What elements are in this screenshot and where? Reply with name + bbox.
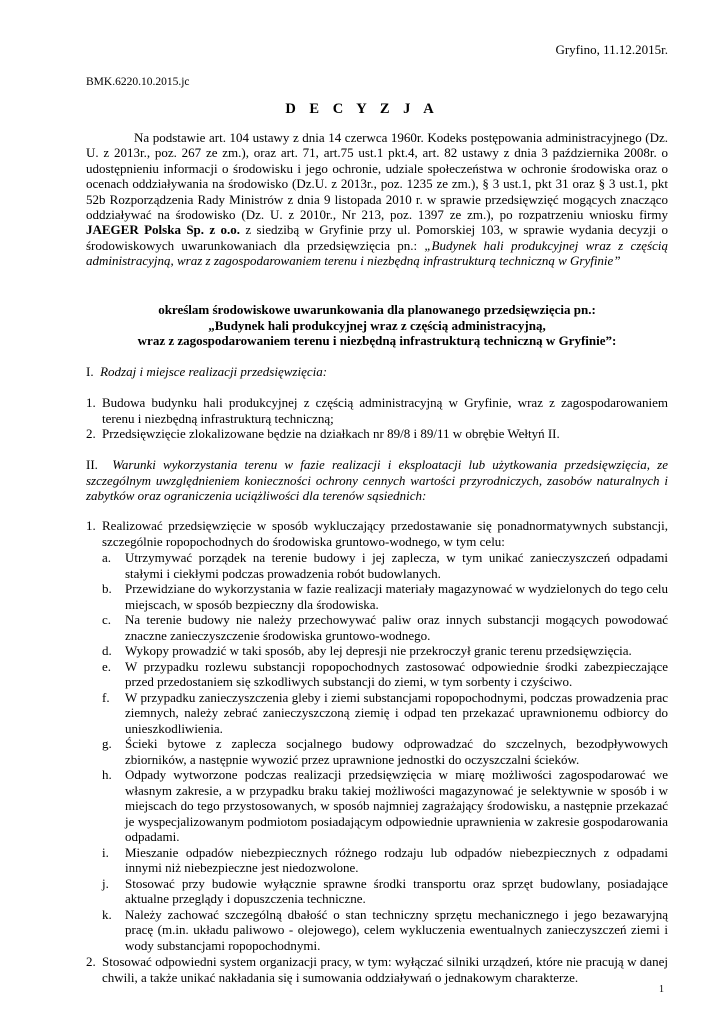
sub-list-item bbox=[102, 659, 668, 690]
sub-item-letter: f. bbox=[102, 689, 110, 705]
section-1-list bbox=[86, 395, 668, 442]
resolution-line-2: „Budynek hali produkcyjnej wraz z częścią administracyjną, bbox=[208, 317, 546, 333]
company-name: JAEGER Polska Sp. z o.o. bbox=[86, 222, 241, 238]
list-item bbox=[86, 954, 668, 985]
sub-list-item bbox=[102, 690, 668, 737]
sub-item-text: Na terenie budowy nie należy przechowywać paliw oraz innych substancji mogących powodować znaczne zanieczyszczenie środowiska gruntowo-wodnego. bbox=[125, 612, 668, 643]
resolution-block bbox=[86, 302, 668, 349]
list-item-number: 2. bbox=[86, 426, 96, 442]
list-item bbox=[86, 395, 668, 426]
resolution-line-1: określam środowiskowe uwarunkowania dla planowanego przedsięwzięcia pn.: bbox=[158, 302, 596, 317]
document-title: D E C Y Z J A bbox=[285, 101, 439, 117]
sub-list-item bbox=[102, 550, 668, 581]
sub-item-text: W przypadku zanieczyszczenia gleby i ziemi substancjami ropopochodnymi, podczas prowadzenia prac ziemnych, należy zebrać zanieczyszczoną ziemię i odpad ten przekazać uprawnionemu odbiorcy do unieszkodliwienia. bbox=[125, 689, 668, 736]
sub-list-item bbox=[102, 643, 668, 659]
reference-number: BMK.6220.10.2015.jc bbox=[86, 76, 190, 88]
list-item-number: 2. bbox=[86, 954, 96, 969]
sub-item-text: Utrzymywać porządek na terenie budowy i jej zaplecza, w tym unikać zanieczyszczeń odpadami stałymi i ciekłymi podczas prowadzenia robót budowlanych. bbox=[125, 550, 668, 581]
sub-item-letter: a. bbox=[102, 550, 112, 565]
sub-item-letter: j. bbox=[102, 875, 109, 891]
list-item-text: Realizować przedsięwzięcie w sposób wykluczający przedostawanie się ponadnormatywnych substancji, szczególnie ropopochodnych do środowiska gruntowo-wodnego, w tym celu: bbox=[102, 518, 668, 549]
list-item bbox=[86, 426, 668, 442]
section-2-heading bbox=[86, 457, 668, 504]
sub-item-text: Należy zachować szczególną dbałość o stan techniczny sprzętu mechanicznego i jego bezawaryjną pracę (m.in. układu paliwowo - olejowego), celem wykluczenia ewentualnych zanieczyszczeń ziemi i wody substancjami ropopochodnymi. bbox=[125, 906, 668, 953]
sub-list-item bbox=[102, 736, 668, 767]
sub-list bbox=[102, 550, 668, 953]
sub-item-letter: g. bbox=[102, 736, 112, 751]
sub-list-item bbox=[102, 907, 668, 954]
sub-item-letter: d. bbox=[102, 643, 112, 658]
list-item-number: 1. bbox=[86, 395, 96, 410]
sub-item-letter: c. bbox=[102, 612, 112, 627]
list-item bbox=[86, 518, 668, 549]
sub-item-text: Odpady wytworzone podczas realizacji przedsięwzięcia w miarę możliwości zagospodarować we własnym zakresie, a w przypadku braku takiej możliwości magazynować je selektywnie w sposób i w miejscach do tego przystosowanych, w sposób najmniej zagrażający środowisku, a następnie przekazać je wyspecjalizowanym podmiotom posiadającym odpowiednie uprawnienia w zakresie gospodarowania odpadami. bbox=[125, 767, 668, 844]
sub-item-text: Wykopy prowadzić w taki sposób, aby lej depresji nie przekroczył granic terenu przedsięwzięcia. bbox=[125, 643, 632, 658]
intro-text-1: Na podstawie art. 104 ustawy z dnia 14 czerwca 1960r. Kodeks postępowania administracyjnego (Dz. U. z 2013r., poz. 267 ze zm.), oraz art. 71, art.75 ust.1 pkt.4, art. 82 ustawy z dnia 3 października 2008r. o udostępnieniu informacji o środowisku i jego ochronie, udziale społeczeństwa w ochronie środowiska oraz o ocenach oddziaływania na środowisko (Dz.U. z 2013r., poz. 1235 ze zm.), § 3 ust.1, pkt 31 oraz § 3 ust.1, pkt 52b Rozporządzenia Rady Ministrów z dnia 9 listopada 2010 r. w sprawie przedsięwzięć mogących znacząco oddziaływać na środowisko (Dz. U. z 2010r., Nr 213, poz. 1397 ze zm.), po rozpatrzeniu wniosku firmy bbox=[86, 130, 668, 223]
sub-item-letter: h. bbox=[102, 767, 112, 782]
resolution-line-3: wraz z zagospodarowaniem terenu i niezbędną infrastrukturą techniczną w Gryfinie”: bbox=[137, 333, 617, 349]
sub-item-text: Mieszanie odpadów niebezpiecznych różnego rodzaju lub odpadów niebezpiecznych z odpadami innymi niż niebezpieczne jest niedozwolone. bbox=[125, 844, 668, 875]
section-2-title: Warunki wykorzystania terenu w fazie realizacji i eksploatacji lub użytkowania przedsięwzięcia, ze szczególnym uwzględnieniem konieczności ochrony cennych wartości przyrodniczych, zasobów naturalnych i zabytków oraz ograniczenia uciążliwości dla terenów sąsiednich: bbox=[86, 457, 668, 504]
sub-list-item bbox=[102, 581, 668, 612]
sub-list-item bbox=[102, 612, 668, 643]
section-2-number: II. bbox=[86, 457, 98, 472]
sub-item-text: W przypadku rozlewu substancji ropopochodnych zastosować odpowiednie środki zabezpieczające przed przedostaniem się szkodliwych substancji do ziemi, w tym sorbenty i czyściwo. bbox=[125, 658, 668, 689]
intro-paragraph bbox=[86, 130, 668, 269]
sub-item-text: Stosować przy budowie wyłącznie sprawne środki transportu oraz sprzęt budowlany, posiadające aktualne przeglądy i dopuszczenia techniczne. bbox=[125, 875, 668, 906]
sub-item-text: Ścieki bytowe z zaplecza socjalnego budowy odprowadzać do szczelnych, bezodpływowych zbiorników, a następnie wywozić przez uprawnione jednostki do oczyszczalni ścieków. bbox=[125, 736, 668, 767]
section-2-list bbox=[86, 518, 668, 985]
sub-item-letter: b. bbox=[102, 581, 112, 596]
list-item-text: Budowa budynku hali produkcyjnej z częścią administracyjną w Gryfinie, wraz z zagospodarowaniem terenu i niezbędną infrastrukturą techniczną; bbox=[102, 395, 668, 426]
sub-item-letter: i. bbox=[102, 844, 109, 860]
sub-item-letter: k. bbox=[102, 906, 112, 922]
sub-list-item bbox=[102, 845, 668, 876]
sub-item-text: Przewidziane do wykorzystania w fazie realizacji materiały magazynować w wydzielonych do tego celu miejscach, w sposób bezpieczny dla środowiska. bbox=[125, 581, 668, 612]
section-1-heading bbox=[86, 364, 327, 380]
sub-list-item bbox=[102, 876, 668, 907]
list-item-number: 1. bbox=[86, 518, 96, 533]
sub-item-letter: e. bbox=[102, 658, 112, 674]
list-item-text: Przedsięwzięcie zlokalizowane będzie na działkach nr 89/8 i 89/11 w obrębie Wełtyń II. bbox=[102, 426, 560, 442]
section-1-number: I. bbox=[86, 364, 94, 379]
list-item-text: Stosować odpowiedni system organizacji pracy, w tym: wyłączać silniki urządzeń, które nie pracują w danej chwili, a także unikać nakładania się i sumowania oddziaływań o jednakowym charakterze. bbox=[102, 954, 668, 985]
intro-text-2: z siedzibą w Gryfinie przy ul. Pomorskiej 103, w sprawie wydania decyzji o środowiskowych uwarunkowaniach dla przedsięwzięcia pn.: bbox=[86, 222, 668, 253]
page-number: 1 bbox=[659, 984, 664, 995]
sub-list-item bbox=[102, 767, 668, 845]
section-1-title: Rodzaj i miejsce realizacji przedsięwzięcia: bbox=[100, 364, 328, 379]
document-date: Gryfino, 11.12.2015r. bbox=[555, 42, 668, 57]
project-name: „Budynek hali produkcyjnej wraz z częścią administracyjną, wraz z zagospodarowaniem terenu i niezbędną infrastrukturą techniczną w Gryfinie” bbox=[86, 237, 668, 269]
